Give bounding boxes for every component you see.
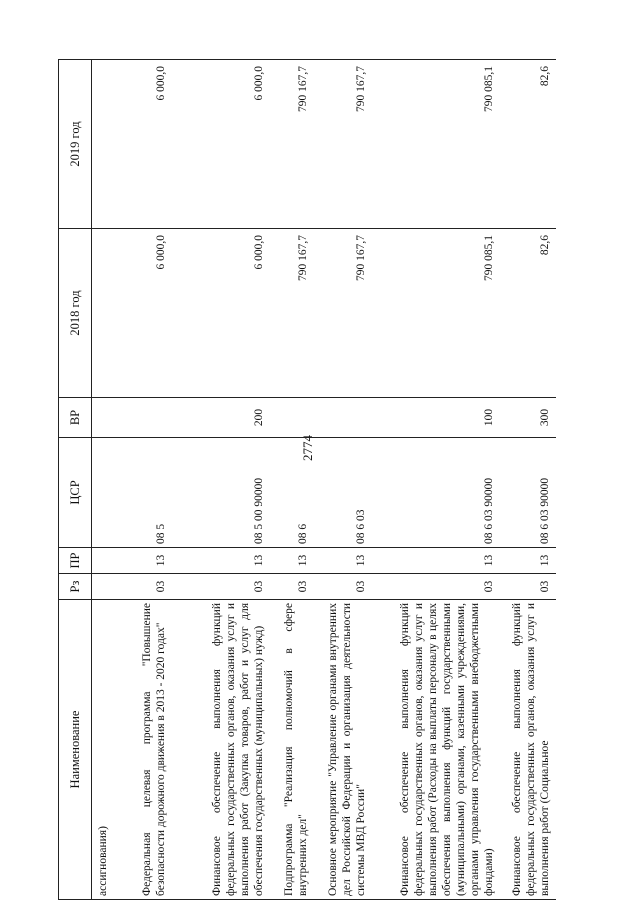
row-2018: 82,6: [500, 229, 556, 398]
header-vr: ВР: [59, 398, 92, 438]
row-pr: 13: [314, 548, 372, 574]
row-rz: 03: [314, 574, 372, 600]
row-2018: 790 167,7: [314, 229, 372, 398]
row-vr: 300: [500, 398, 556, 438]
header-name: Наименование: [59, 600, 92, 900]
row-csr: 08 6 03: [314, 438, 372, 548]
row-name: Финансовое обеспечение выполнения функций федеральных государственных органов, оказания услуг и выполнения работ (Закупка товаров, работ и услуг для обеспечения государственных (муниципальных) нужд): [172, 600, 270, 900]
row-csr: 08 6 03 90000: [500, 438, 556, 548]
budget-table: [58, 59, 556, 900]
row-pr: 13: [372, 548, 500, 574]
table-header-row: [59, 60, 92, 900]
row-name: Финансовое обеспечение выполнения функций федеральных государственных органов, оказания услуг и выполнения работ (Расходы на выплаты персоналу в целях обеспечения выполнения функций государственными (муниципальными) органами, казенными учреждениями, органами управления государственными внебюджетными фондами): [372, 600, 500, 900]
table-row: [270, 60, 314, 900]
row-vr: [270, 398, 314, 438]
row-pr: 13: [172, 548, 270, 574]
rotated-table-area: [58, 60, 581, 900]
row-2018: 790 085,1: [372, 229, 500, 398]
row-pr: 13: [270, 548, 314, 574]
header-2018: 2018 год: [59, 229, 92, 398]
row-rz: 03: [500, 574, 556, 600]
row-2018: [92, 229, 115, 398]
row-2018: 6 000,0: [114, 229, 172, 398]
row-csr: 08 5: [114, 438, 172, 548]
row-name: Основное мероприятие "Управление органами внутренних дел Российской Федерации и организация деятельности системы МВД России": [314, 600, 372, 900]
row-vr: 200: [172, 398, 270, 438]
row-name: Федеральная целевая программа "Повышение безопасности дорожного движения в 2013 - 2020 годах": [114, 600, 172, 900]
table-rotation-frame: [58, 60, 581, 900]
table-row: [372, 60, 500, 900]
table-row: [92, 60, 115, 900]
table-row: [314, 60, 372, 900]
row-vr: [92, 398, 115, 438]
row-2019: 82,6: [500, 60, 556, 229]
row-name: ассигнования): [92, 600, 115, 900]
row-csr: 08 6 03 90000: [372, 438, 500, 548]
row-rz: 03: [270, 574, 314, 600]
row-2019: 790 167,7: [314, 60, 372, 229]
row-pr: [92, 548, 115, 574]
row-vr: [114, 398, 172, 438]
table-row: [500, 60, 556, 900]
row-2019: 6 000,0: [172, 60, 270, 229]
row-2019: [92, 60, 115, 229]
row-2019: 790 167,7: [270, 60, 314, 229]
table-row: [114, 60, 172, 900]
row-vr: 100: [372, 398, 500, 438]
header-csr: ЦСР: [59, 438, 92, 548]
row-csr: [92, 438, 115, 548]
row-2018: 790 167,7: [270, 229, 314, 398]
row-2019: 6 000,0: [114, 60, 172, 229]
row-rz: 03: [172, 574, 270, 600]
row-rz: 03: [372, 574, 500, 600]
page-number: 2774: [300, 435, 315, 461]
header-2019: 2019 год: [59, 60, 92, 229]
row-vr: [314, 398, 372, 438]
row-2019: 790 085,1: [372, 60, 500, 229]
row-pr: 13: [500, 548, 556, 574]
row-name: Финансовое обеспечение выполнения функций федеральных государственных органов, оказания услуг и выполнения работ (Социальное: [500, 600, 556, 900]
header-rz: Рз: [59, 574, 92, 600]
row-2018: 6 000,0: [172, 229, 270, 398]
row-name: Подпрограмма "Реализация полномочий в сфере внутренних дел": [270, 600, 314, 900]
row-pr: 13: [114, 548, 172, 574]
row-rz: 03: [114, 574, 172, 600]
row-csr: 08 6: [270, 438, 314, 548]
row-rz: [92, 574, 115, 600]
table-row: [172, 60, 270, 900]
header-pr: ПР: [59, 548, 92, 574]
row-csr: 08 5 00 90000: [172, 438, 270, 548]
